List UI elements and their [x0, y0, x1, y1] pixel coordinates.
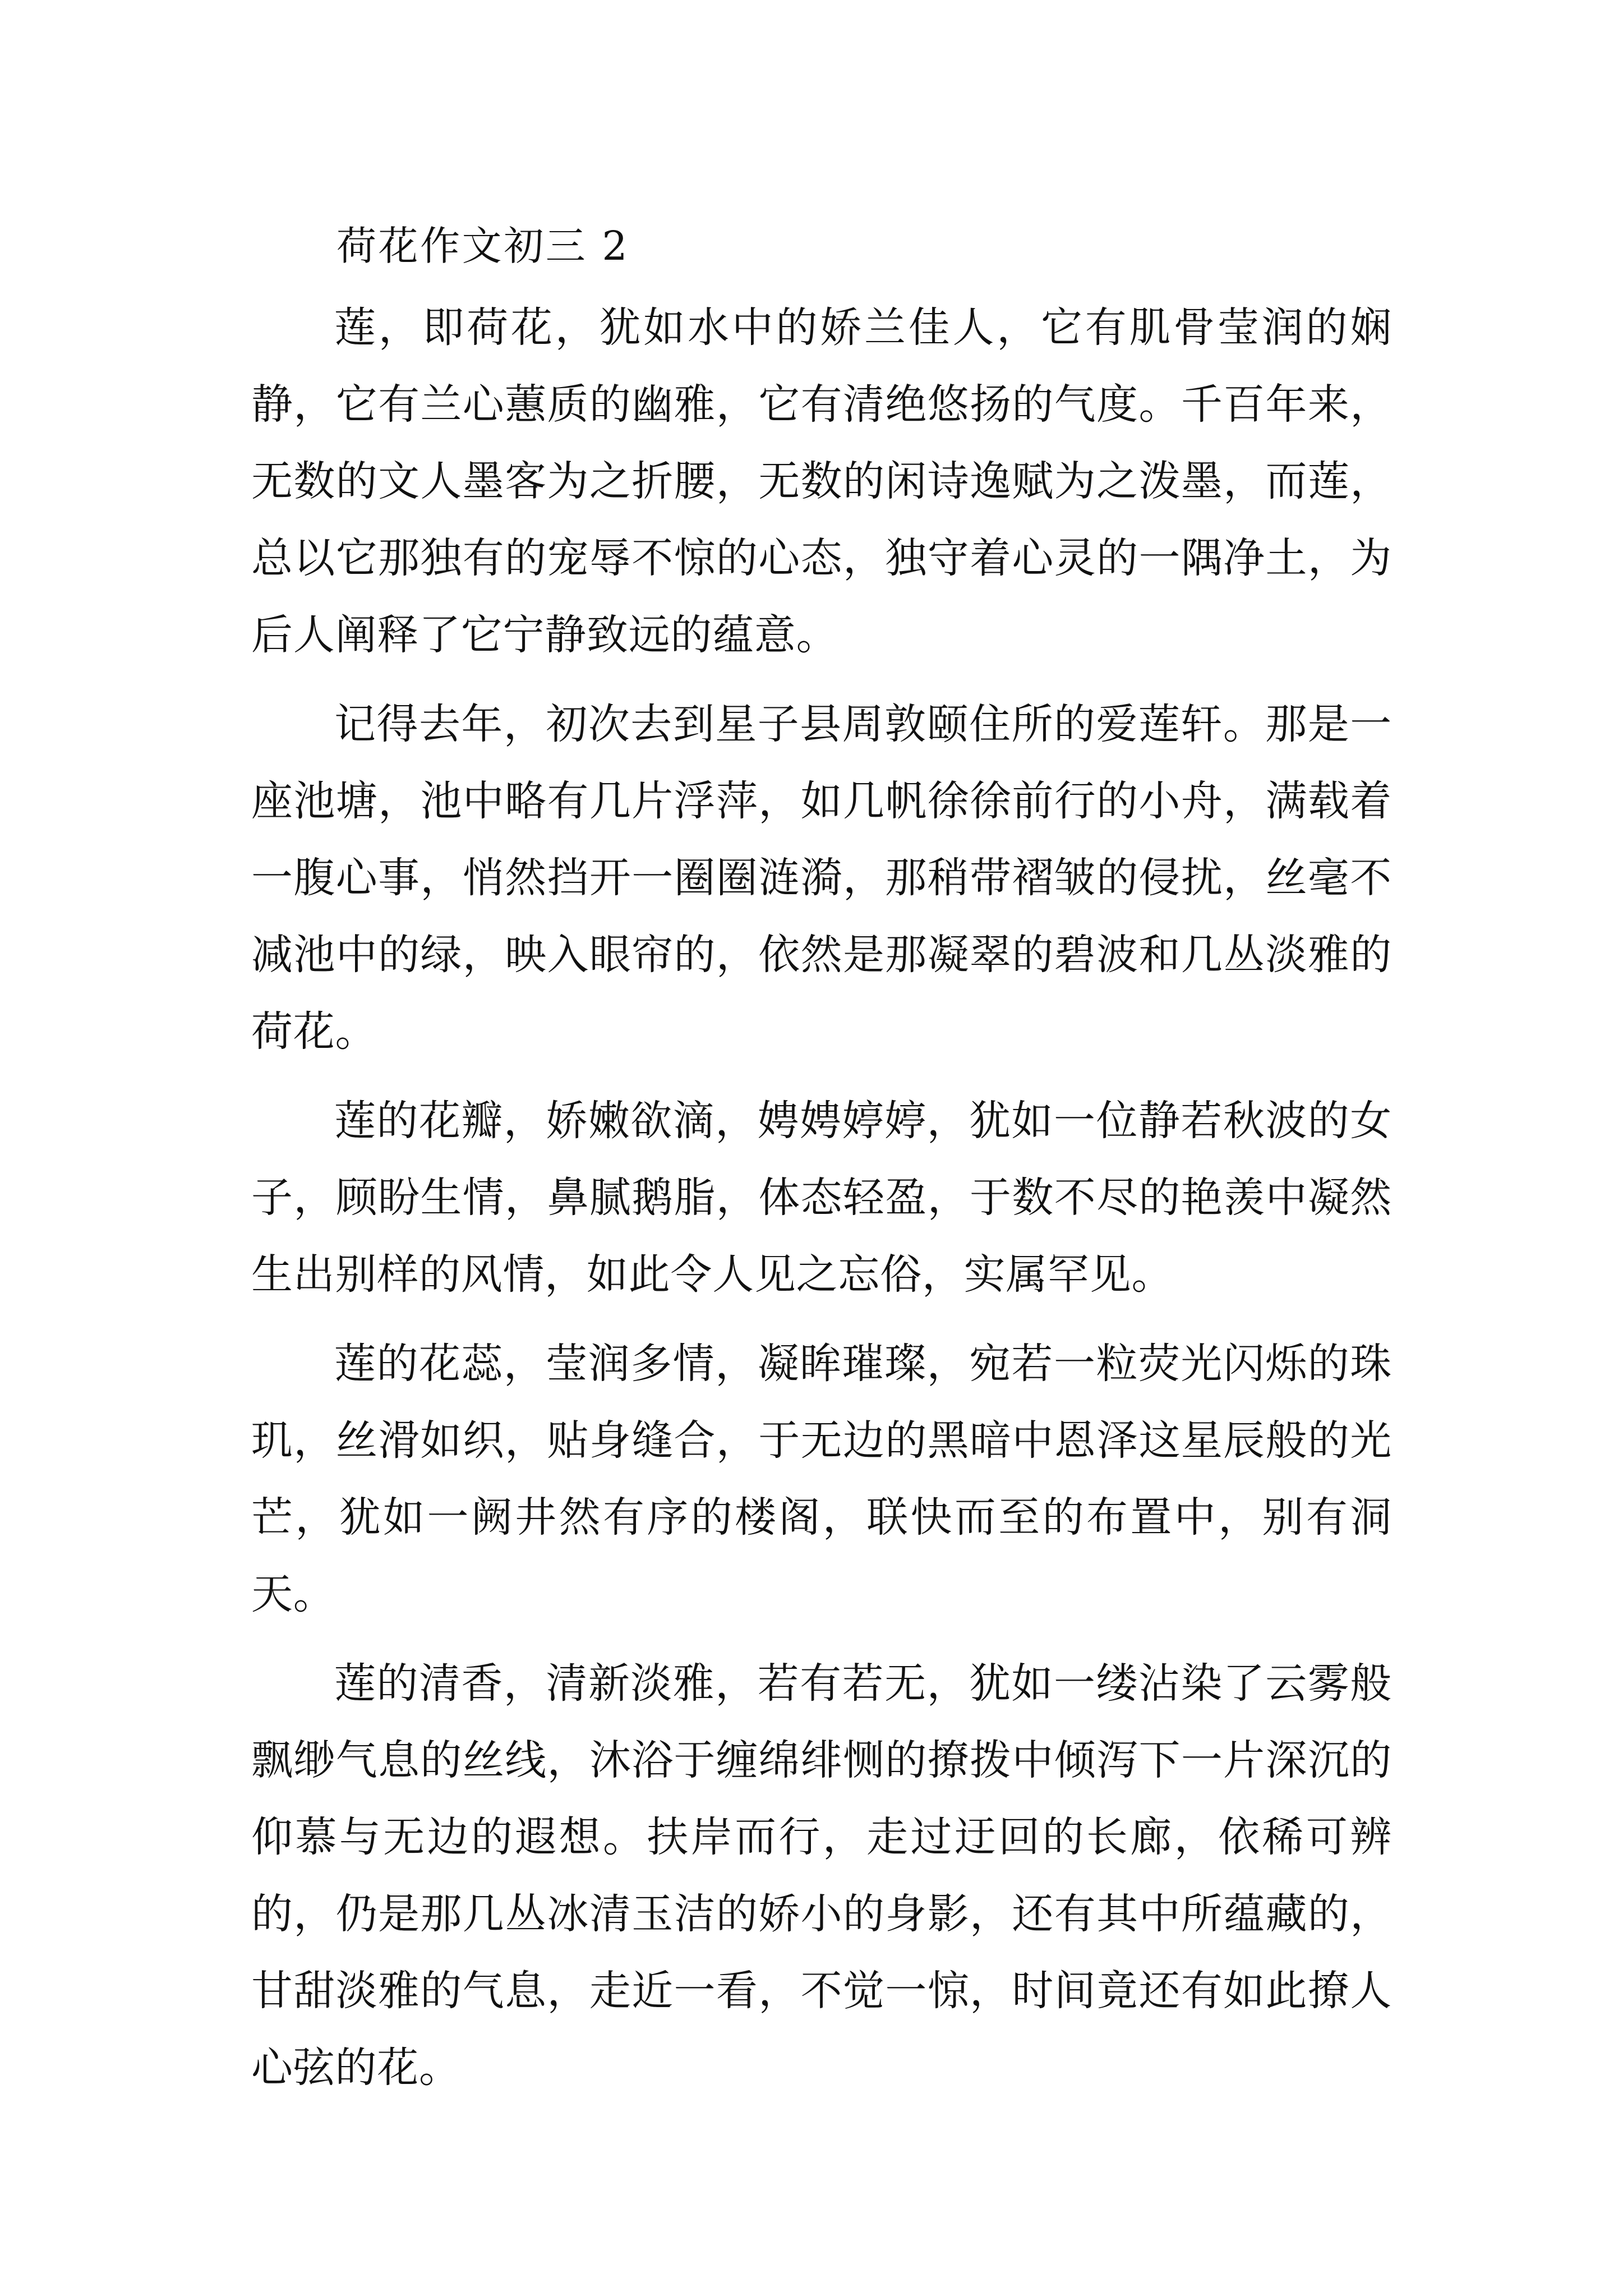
paragraph-4: 莲的花蕊，莹润多情，凝眸璀璨，宛若一粒荧光闪烁的珠玑，丝滑如织，贴身缝合，于无边的黑暗中恩泽这星辰般的光芒，犹如一阙井然有序的楼阁，联快而至的布置中，别有洞天。 [251, 1340, 1392, 1618]
paragraph-1: 莲，即荷花，犹如水中的娇兰佳人，它有肌骨莹润的娴静，它有兰心蕙质的幽雅，它有清绝悠扬的气度。千百年来，无数的文人墨客为之折腰，无数的闲诗逸赋为之泼墨，而莲，总以它那独有的宠辱不惊的心态，独守着心灵的一隅净土，为后人阐释了它宁静致远的蕴意。 [251, 303, 1392, 659]
paragraph-3: 莲的花瓣，娇嫩欲滴，娉娉婷婷，犹如一位静若秋波的女子，顾盼生情，鼻腻鹅脂，体态轻盈，于数不尽的艳羡中凝然生出别样的风情，如此令人见之忘俗，实属罕见。 [251, 1097, 1392, 1299]
paragraph-5: 莲的清香，清新淡雅，若有若无，犹如一缕沾染了云雾般飘缈气息的丝线，沐浴于缠绵绯恻的撩拨中倾泻下一片深沉的仰慕与无边的遐想。扶岸而行，走过迂回的长廊，依稀可辨的，仍是那几丛冰清玉洁的娇小的身影，还有其中所蕴藏的，甘甜淡雅的气息，走近一看，不觉一惊，时间竟还有如此撩人心弦的花。 [251, 1659, 1392, 2092]
document-title: 荷花作文初三 2 [336, 223, 630, 269]
document-page [251, 218, 1392, 2106]
paragraph-2: 记得去年，初次去到星子县周敦颐住所的爱莲轩。那是一座池塘，池中略有几片浮萍，如几帆徐徐前行的小舟，满载着一腹心事，悄然挡开一圈圈涟漪，那稍带褶皱的侵扰，丝毫不减池中的绿，映入眼帘的，依然是那凝翠的碧波和几丛淡雅的荷花。 [251, 700, 1392, 1056]
